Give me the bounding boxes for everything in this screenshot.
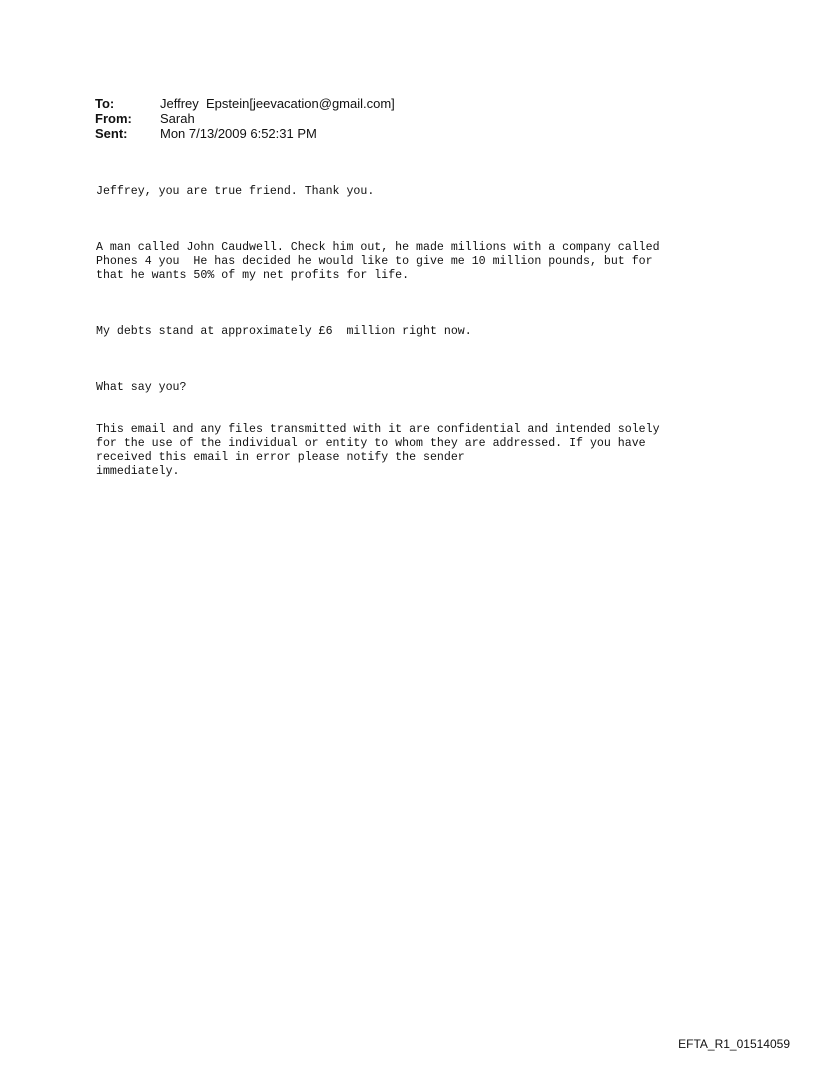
email-disclaimer: This email and any files transmitted with it are confidential and intended solely for the use of the individual or entity to whom they are addressed. If you have received this email in error please notify the sender immediately. [96, 423, 660, 478]
body-paragraph-4: What say you? [96, 381, 187, 394]
body-paragraph-2: A man called John Caudwell. Check him out, he made millions with a company called Phones 4 you He has decided he would like to give me 10 million pounds, but for that he wants 50% of my net profits for life. [96, 241, 660, 282]
to-label: To: [95, 96, 115, 111]
email-body [96, 157, 776, 493]
body-paragraph-3: My debts stand at approximately £6 million right now. [96, 325, 472, 338]
from-row [95, 111, 395, 126]
sent-value: Mon 7/13/2009 6:52:31 PM [160, 126, 317, 141]
sent-label: Sent: [95, 126, 128, 141]
body-paragraph-1: Jeffrey, you are true friend. Thank you. [96, 185, 375, 198]
to-value: Jeffrey Epstein[jeevacation@gmail.com] [160, 96, 395, 111]
email-header [95, 96, 395, 141]
bates-number: EFTA_R1_01514059 [678, 1037, 790, 1051]
from-label: From: [95, 111, 132, 126]
sent-row [95, 126, 395, 141]
from-value: Sarah [160, 111, 195, 126]
to-row [95, 96, 395, 111]
